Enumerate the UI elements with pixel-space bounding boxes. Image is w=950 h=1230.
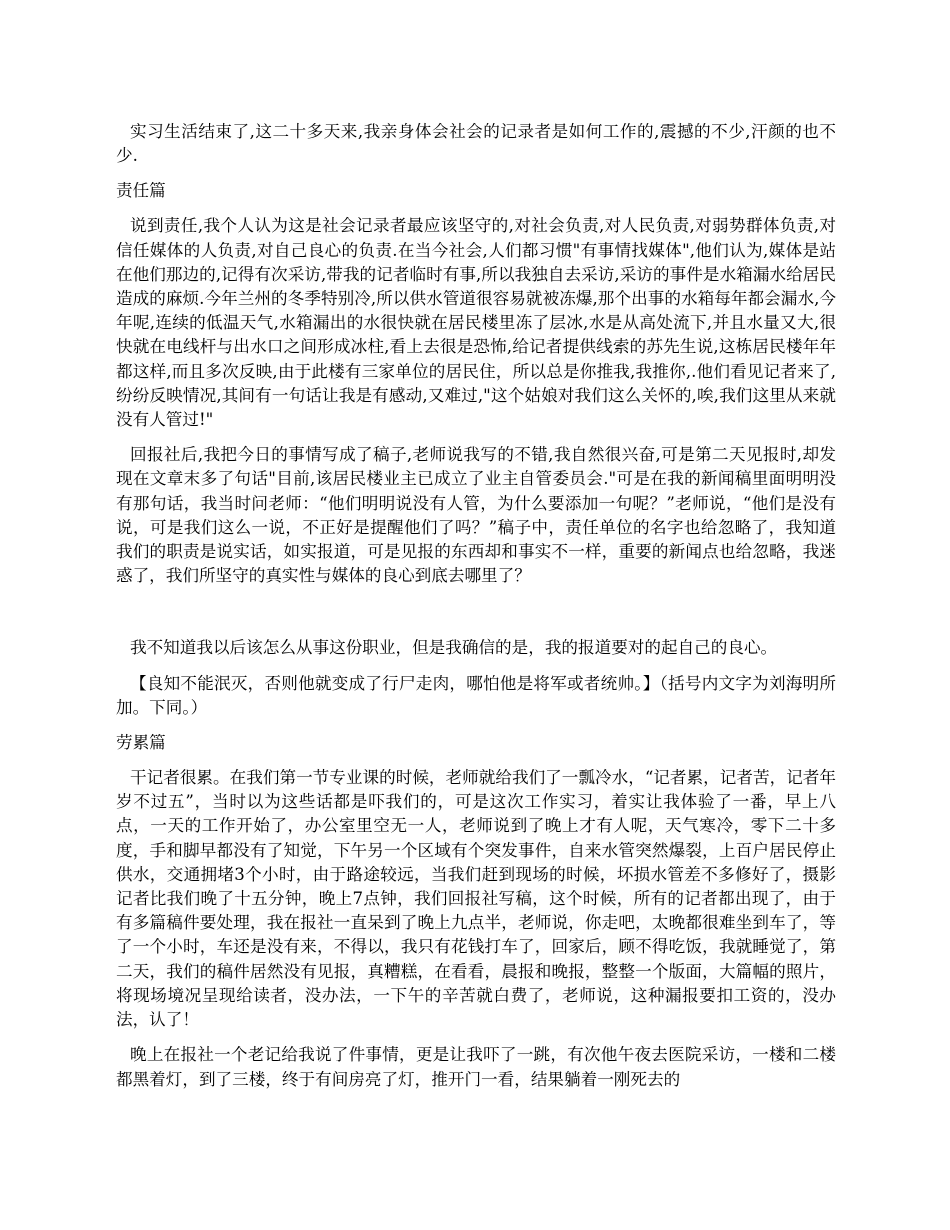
responsibility-paragraph-1: 说到责任,我个人认为这是社会记录者最应该坚守的,对社会负责,对人民负责,对弱势群体负责,对信任媒体的人负责,对自己良心的负责.在当今社会,人们都习惯"有事情找媒体",他们认为,媒体是站在他们那边的,记得有次采访,带我的记者临时有事,所以我独自去采访,采访的事件是水箱漏水给居民造成的麻烦.今年兰州的冬季特别冷,所以供水管道很容易就被冻爆,那个出事的水箱每年都会漏水,今年呢,连续的低温天气,水箱漏出的水很快就在居民楼里冻了层冰,水是从高处流下,并且水量又大,很快就在电线杆与出水口之间形成冰柱,看上去很是恐怖,给记者提供线索的苏先生说,这栋居民楼年年都这样,而且多次反映,由于此楼有三家单位的居民住，所以总是你推我,我推你,.他们看见记者来了,纷纷反映情况,其间有一句话让我是有感动,又难过,"这个姑娘对我们这么关怀的,唉,我们这里从来就没有人管过!" xyxy=(116,216,836,430)
paragraph-gap xyxy=(116,599,836,636)
intro-paragraph: 实习生活结束了,这二十多天来,我亲身体会社会的记录者是如何工作的,震撼的不少,汗颜的也不少. xyxy=(116,122,836,166)
editor-note-paragraph: 【良知不能泯灭，否则他就变成了行尸走肉，哪怕他是将军或者统帅。】（括号内文字为刘海明所加。下同。） xyxy=(116,673,836,717)
responsibility-paragraph-3: 我不知道我以后该怎么从事这份职业，但是我确信的是，我的报道要对的起自己的良心。 xyxy=(130,638,778,658)
section-heading-fatigue: 劳累篇 xyxy=(116,733,166,753)
document-page xyxy=(116,120,836,1103)
fatigue-paragraph-1: 干记者很累。在我们第一节专业课的时候，老师就给我们了一瓢冷水，“记者累，记者苦，记者年岁不过五”，当时以为这些话都是吓我们的，可是这次工作实习，着实让我体验了一番，早上八点，一天的工作开始了，办公室里空无一人，老师说到了晚上才有人呢，天气寒冷，零下二十多度，手和脚早都没有了知觉，下午另一个区域有个突发事件，自来水管突然爆裂，上百户居民停止供水，交通拥堵3个小时，由于路途较远，当我们赶到现场的时候，坏损水管差不多修好了，摄影记者比我们晚了十五分钟，晚上7点钟，我们回报社写稿，这个时候，所有的记者都出现了，由于有多篇稿件要处理，我在报社一直呆到了晚上九点半，老师说，你走吧，太晚都很难坐到车了，等了一个小时，车还是没有来，不得以，我只有花钱打车了，回家后，顾不得吃饭，我就睡觉了，第二天，我们的稿件居然没有见报，真糟糕，在看看，晨报和晚报，整整一个版面，大篇幅的照片，将现场境况呈现给读者，没办法，一下午的辛苦就白费了，老师说，这种漏报要扣工资的，没办法，认了！ xyxy=(116,768,836,1030)
fatigue-paragraph-2: 晚上在报社一个老记给我说了件事情，更是让我吓了一跳，有次他午夜去医院采访，一楼和二楼都黑着灯，到了三楼，终于有间房亮了灯，推开门一看，结果躺着一刚死去的 xyxy=(116,1045,836,1089)
responsibility-paragraph-2: 回报社后,我把今日的事情写成了稿子,老师说我写的不错,我自然很兴奋,可是第二天见报时,却发现在文章末多了句话"目前,该居民楼业主已成立了业主自管委员会."可是在我的新闻稿里面明明没有那句话，我当时问老师：“他们明明说没有人管，为什么要添加一句呢？”老师说，“他们是没有说，可是我们这么一说，不正好是提醒他们了吗？”稿子中，责任单位的名字也给忽略了，我知道我们的职责是说实话，如实报道，可是见报的东西却和事实不一样，重要的新闻点也给忽略，我迷惑了，我们所坚守的真实性与媒体的良心到底去哪里了？ xyxy=(116,445,836,586)
section-heading-responsibility: 责任篇 xyxy=(116,181,166,201)
